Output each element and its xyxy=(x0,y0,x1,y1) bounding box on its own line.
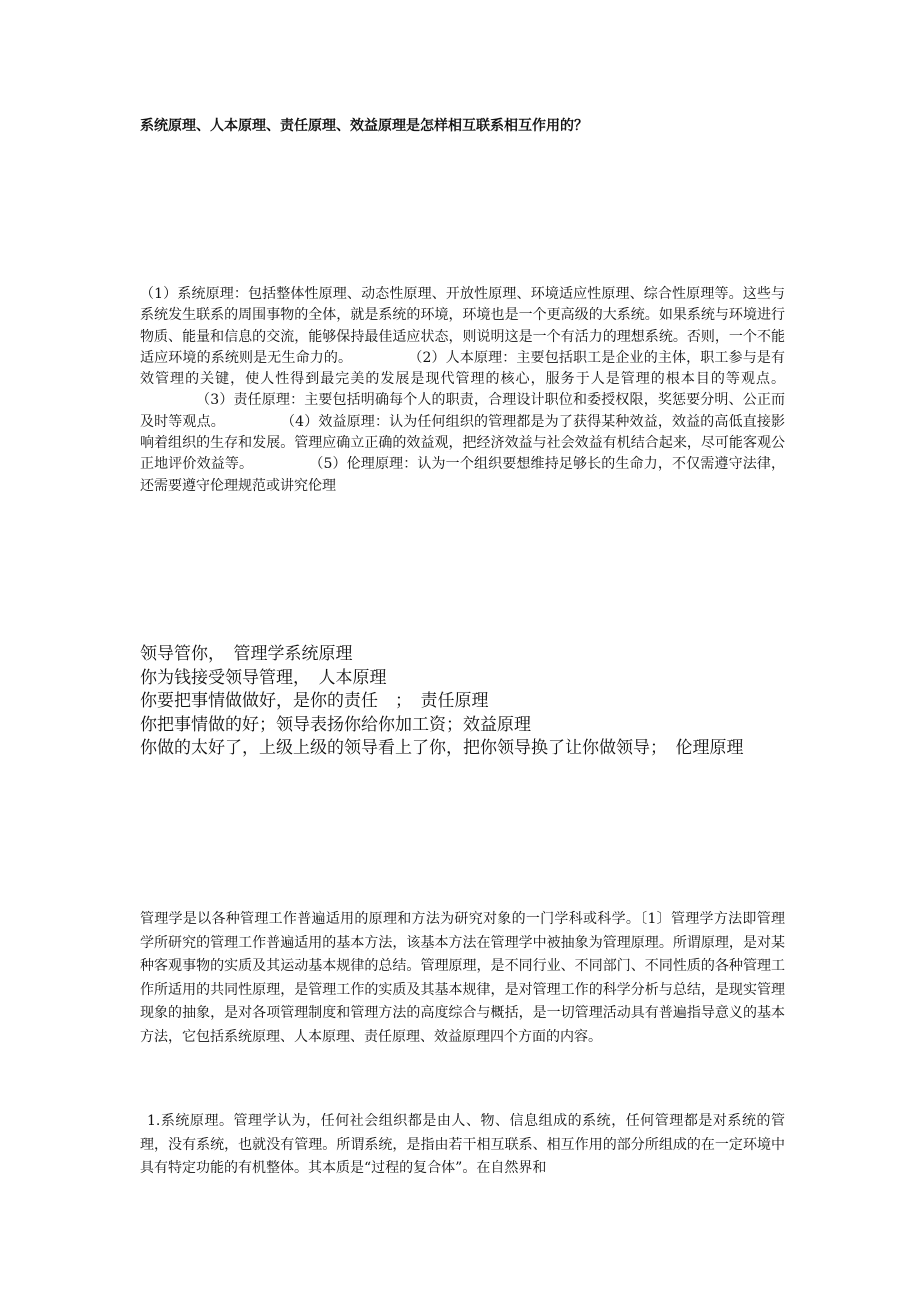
human-principle-text: （2）人本原理：主要包括职工是企业的主体，职工参与是有效管理的关键，使人性得到最完美的发展是现代管理的核心，服务于人是管理的根本目的等观点。 xyxy=(140,349,786,388)
principles-paragraph xyxy=(140,284,785,497)
efficiency-principle-text: （4）效益原理：认为任何组织的管理都是为了获得某种效益，效益的高低直接影响着组织的生存和发展。管理应确立正确的效益观，把经济效益与社会效益有机结合起来，尽可能客观公正地评价效益等。 xyxy=(140,413,786,473)
analogy-line: 你为钱接受领导管理， 人本原理 xyxy=(140,667,387,688)
system-principle-text: （1）系统原理：包括整体性原理、动态性原理、开放性原理、环境适应性原理、综合性原理等。这些与系统发生联系的周围事物的全体，就是系统的环境，环境也是一个更高级的大系统。如果系统与环境进行物质、能量和信息的交流，能够保持最佳适应状态，则说明这是一个有活力的理想系统。否则，一个不能适应环境的系统则是无生命力的。 xyxy=(140,286,785,366)
document-title: 系统原理、人本原理、责任原理、效益原理是怎样相互联系相互作用的？ xyxy=(140,118,588,134)
analogy-line: 领导管你， 管理学系统原理 xyxy=(140,644,353,664)
management-definition-paragraph: 管理学是以各种管理工作普遍适用的原理和方法为研究对象的一门学科或科学。〔1〕管理学方法即管理学所研究的管理工作普遍适用的基本方法，该基本方法在管理学中被抽象为管理原理。所谓原理，是对某种客观事物的实质及其运动基本规律的总结。管理原理，是不同行业、不同部门、不同性质的各种管理工作所适用的共同性原理，是管理工作的实质及其基本规律，是对管理工作的科学分析与总结，是现实管理现象的抽象，是对各项管理制度和管理方法的高度综合与概括，是一切管理活动具有普遍指导意义的基本方法，它包括系统原理、人本原理、责任原理、效益原理四个方面的内容。 xyxy=(140,911,785,1045)
analogy-line: 你把事情做的好；领导表扬你给你加工资；效益原理 xyxy=(140,714,531,735)
analogy-line: 你做的太好了，上级上级的领导看上了你，把你领导换了让你做领导； 伦理原理 xyxy=(140,738,744,758)
responsibility-principle-text: （3）责任原理：主要包括明确每个人的职责，合理设计职位和委授权限，奖惩要分明、公正而及时等观点。 xyxy=(140,392,785,430)
analogy-line: 你要把事情做做好，是你的责任 ； 责任原理 xyxy=(140,691,489,711)
analogy-list xyxy=(140,643,785,761)
system-principle-paragraph: 1.系统原理。管理学认为，任何社会组织都是由人、物、信息组成的系统，任何管理都是对系统的管理，没有系统，也就没有管理。所谓系统，是指由若干相互联系、相互作用的部分所组成的在一定环境中具有特定功能的有机整体。其本质是“过程的复合体”。在自然界和 xyxy=(140,1113,785,1177)
ethics-principle-text: （5）伦理原理：认为一个组织要想维持足够长的生命力，不仅需遵守法律，还需要遵守伦理规范或讲究伦理 xyxy=(140,456,786,494)
